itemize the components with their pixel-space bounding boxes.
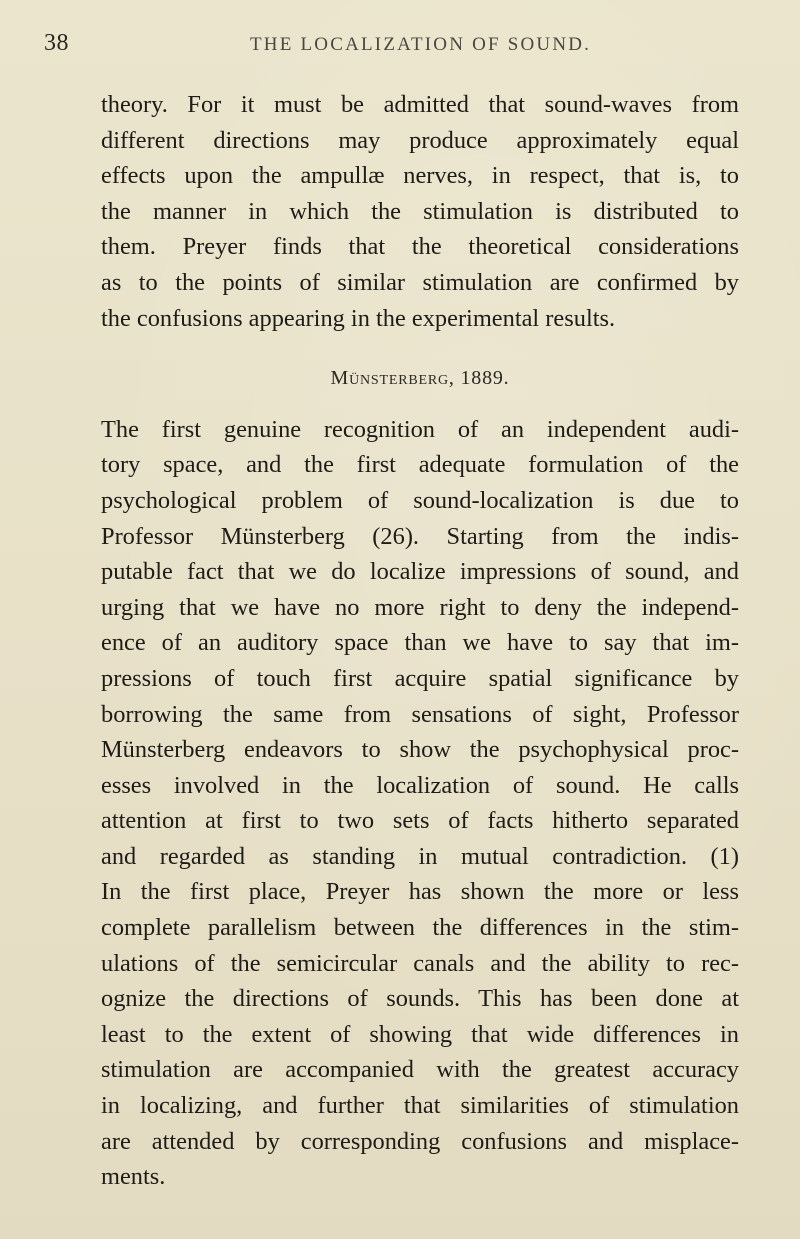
text-line: Münsterberg endeavors to show the psychophysical proc- [101, 736, 739, 764]
text-line: The first genuine recognition of an independent audi- [101, 415, 739, 443]
page-header [44, 30, 740, 70]
paragraph-1 [101, 87, 739, 336]
running-head: THE LOCALIZATION OF SOUND. [250, 34, 592, 55]
text-line: putable fact that we do localize impressions of sound, and [101, 558, 739, 586]
text-line: are attended by corresponding confusions and misplace- [101, 1127, 739, 1155]
text-line: stimulation are accompanied with the greatest accuracy [101, 1056, 739, 1084]
text-line: pressions of touch first acquire spatial significance by [101, 664, 739, 692]
text-line: Professor Münsterberg (26). Starting from the indis- [101, 522, 739, 550]
text-line: esses involved in the localization of sound. He calls [101, 771, 739, 799]
text-line: least to the extent of showing that wide differences in [101, 1020, 739, 1048]
text-line: urging that we have no more right to deny the independ- [101, 593, 739, 621]
text-line: ence of an auditory space than we have to say that im- [101, 629, 739, 657]
text-line: ognize the directions of sounds. This has been done at [101, 985, 739, 1013]
text-line: borrowing the same from sensations of sight, Professor [101, 700, 739, 728]
text-line: theory. For it must be admitted that sound-waves from [101, 91, 739, 118]
text-line: ments. [101, 1163, 166, 1191]
text-line: complete parallelism between the differences in the stim- [101, 914, 739, 942]
text-line: in localizing, and further that similarities of stimulation [101, 1092, 739, 1120]
text-line: In the first place, Preyer has shown the more or less [101, 878, 739, 906]
text-line: them. Preyer finds that the theoretical considerations [101, 233, 739, 261]
text-line: attention at first to two sets of facts hitherto separated [101, 807, 739, 835]
text-line: the confusions appearing in the experimental results. [101, 304, 616, 332]
text-line: the manner in which the stimulation is distributed to [101, 197, 739, 225]
text-line: psychological problem of sound-localization is due to [101, 486, 739, 514]
section-heading: Münsterberg, 1889. [330, 367, 510, 390]
text-line: different directions may produce approximately equal [101, 126, 739, 154]
body-text [101, 87, 739, 1195]
text-line: and regarded as standing in mutual contradiction. (1) [101, 842, 739, 870]
paragraph-2 [101, 412, 739, 1195]
text-line: effects upon the ampullæ nerves, in respect, that is, to [101, 162, 739, 190]
page-number: 38 [44, 30, 69, 56]
text-line: as to the points of similar stimulation are confirmed by [101, 268, 739, 296]
text-line: tory space, and the first adequate formulation of the [101, 451, 739, 479]
text-line: ulations of the semicircular canals and the ability to rec- [101, 949, 739, 977]
